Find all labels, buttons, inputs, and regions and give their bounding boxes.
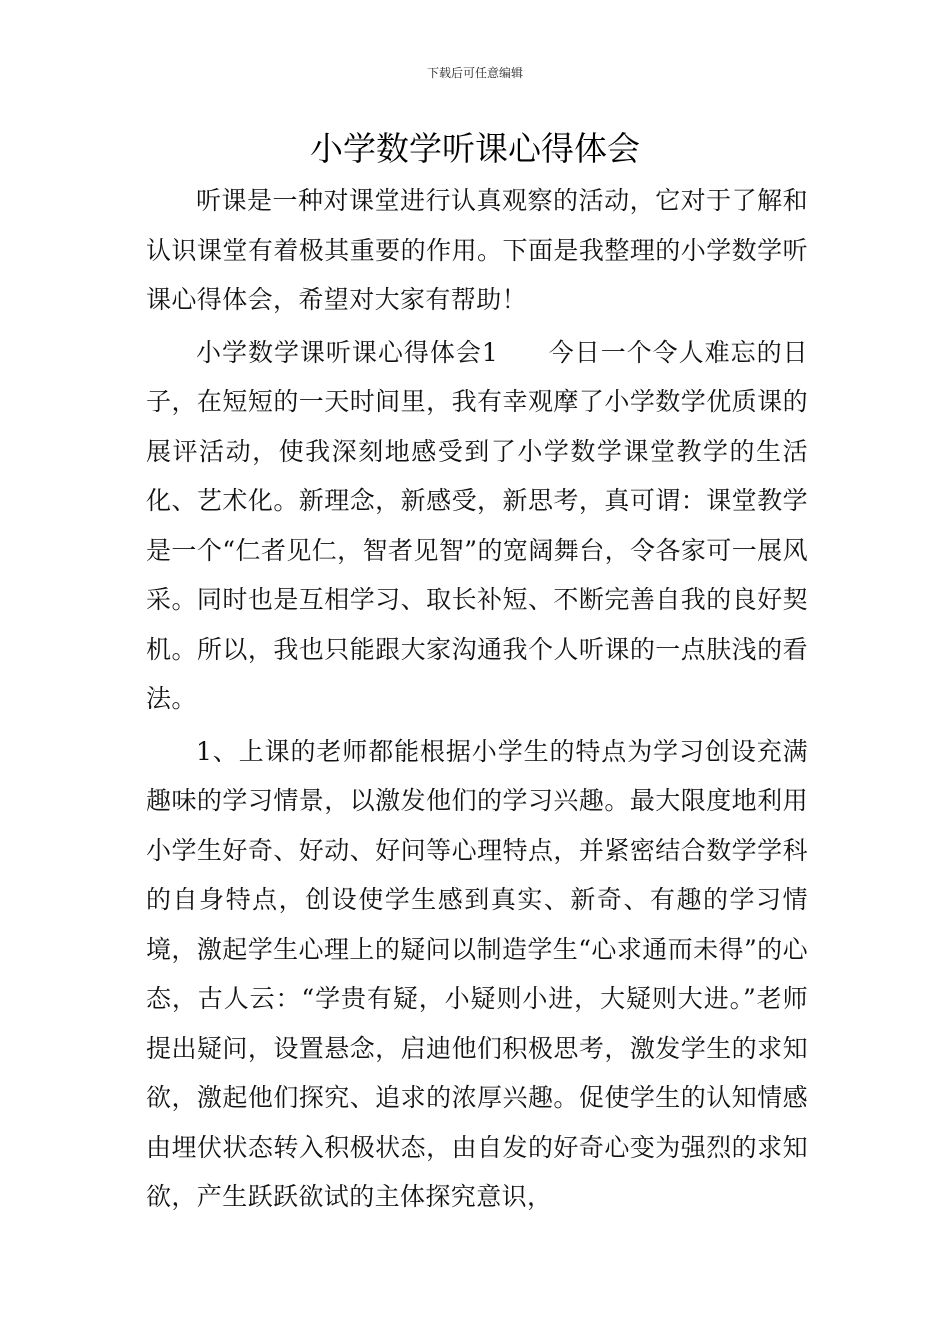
- document-title: 小学数学听课心得体会: [310, 129, 640, 168]
- intro-paragraph: 听课是一种对课堂进行认真观察的活动，它对于了解和认识课堂有着极其重要的作用。下面是我整理的小学数学听课心得体会，希望对大家有帮助！: [146, 186, 808, 314]
- document-body: [146, 176, 808, 1222]
- section-paragraph: [146, 328, 808, 724]
- point-1-paragraph: 1、上课的老师都能根据小学生的特点为学习创设充满趣味的学习情景，以激发他们的学习兴趣。最大限度地利用小学生好奇、好动、好问等心理特点，并紧密结合数学学科的自身特点，创设使学生感到真实、新奇、有趣的学习情境，激起学生心理上的疑问以制造学生“心求通而未得”的心态，古人云：“学贵有疑，小疑则小进，大疑则大进。”老师提出疑问，设置悬念，启迪他们积极思考，激发学生的求知欲，激起他们探究、追求的浓厚兴趣。促使学生的认知情感由埋伏状态转入积极状态，由自发的好奇心变为强烈的求知欲，产生跃跃欲试的主体探究意识，: [146, 736, 808, 1211]
- header-note: 下载后可任意编辑: [426, 66, 523, 80]
- section-body: 今日一个令人难忘的日子，在短短的一天时间里，我有幸观摩了小学数学优质课的展评活动，使我深刻地感受到了小学数学课堂教学的生活化、艺术化。新理念，新感受，新思考，真可谓：课堂教学是一个“仁者见仁，智者见智”的宽阔舞台，令各家可一展风采。同时也是互相学习、取长补短、不断完善自我的良好契机。所以，我也只能跟大家沟通我个人听课的一点肤浅的看法。: [146, 337, 808, 713]
- section-heading: 小学数学课听课心得体会1: [196, 337, 499, 367]
